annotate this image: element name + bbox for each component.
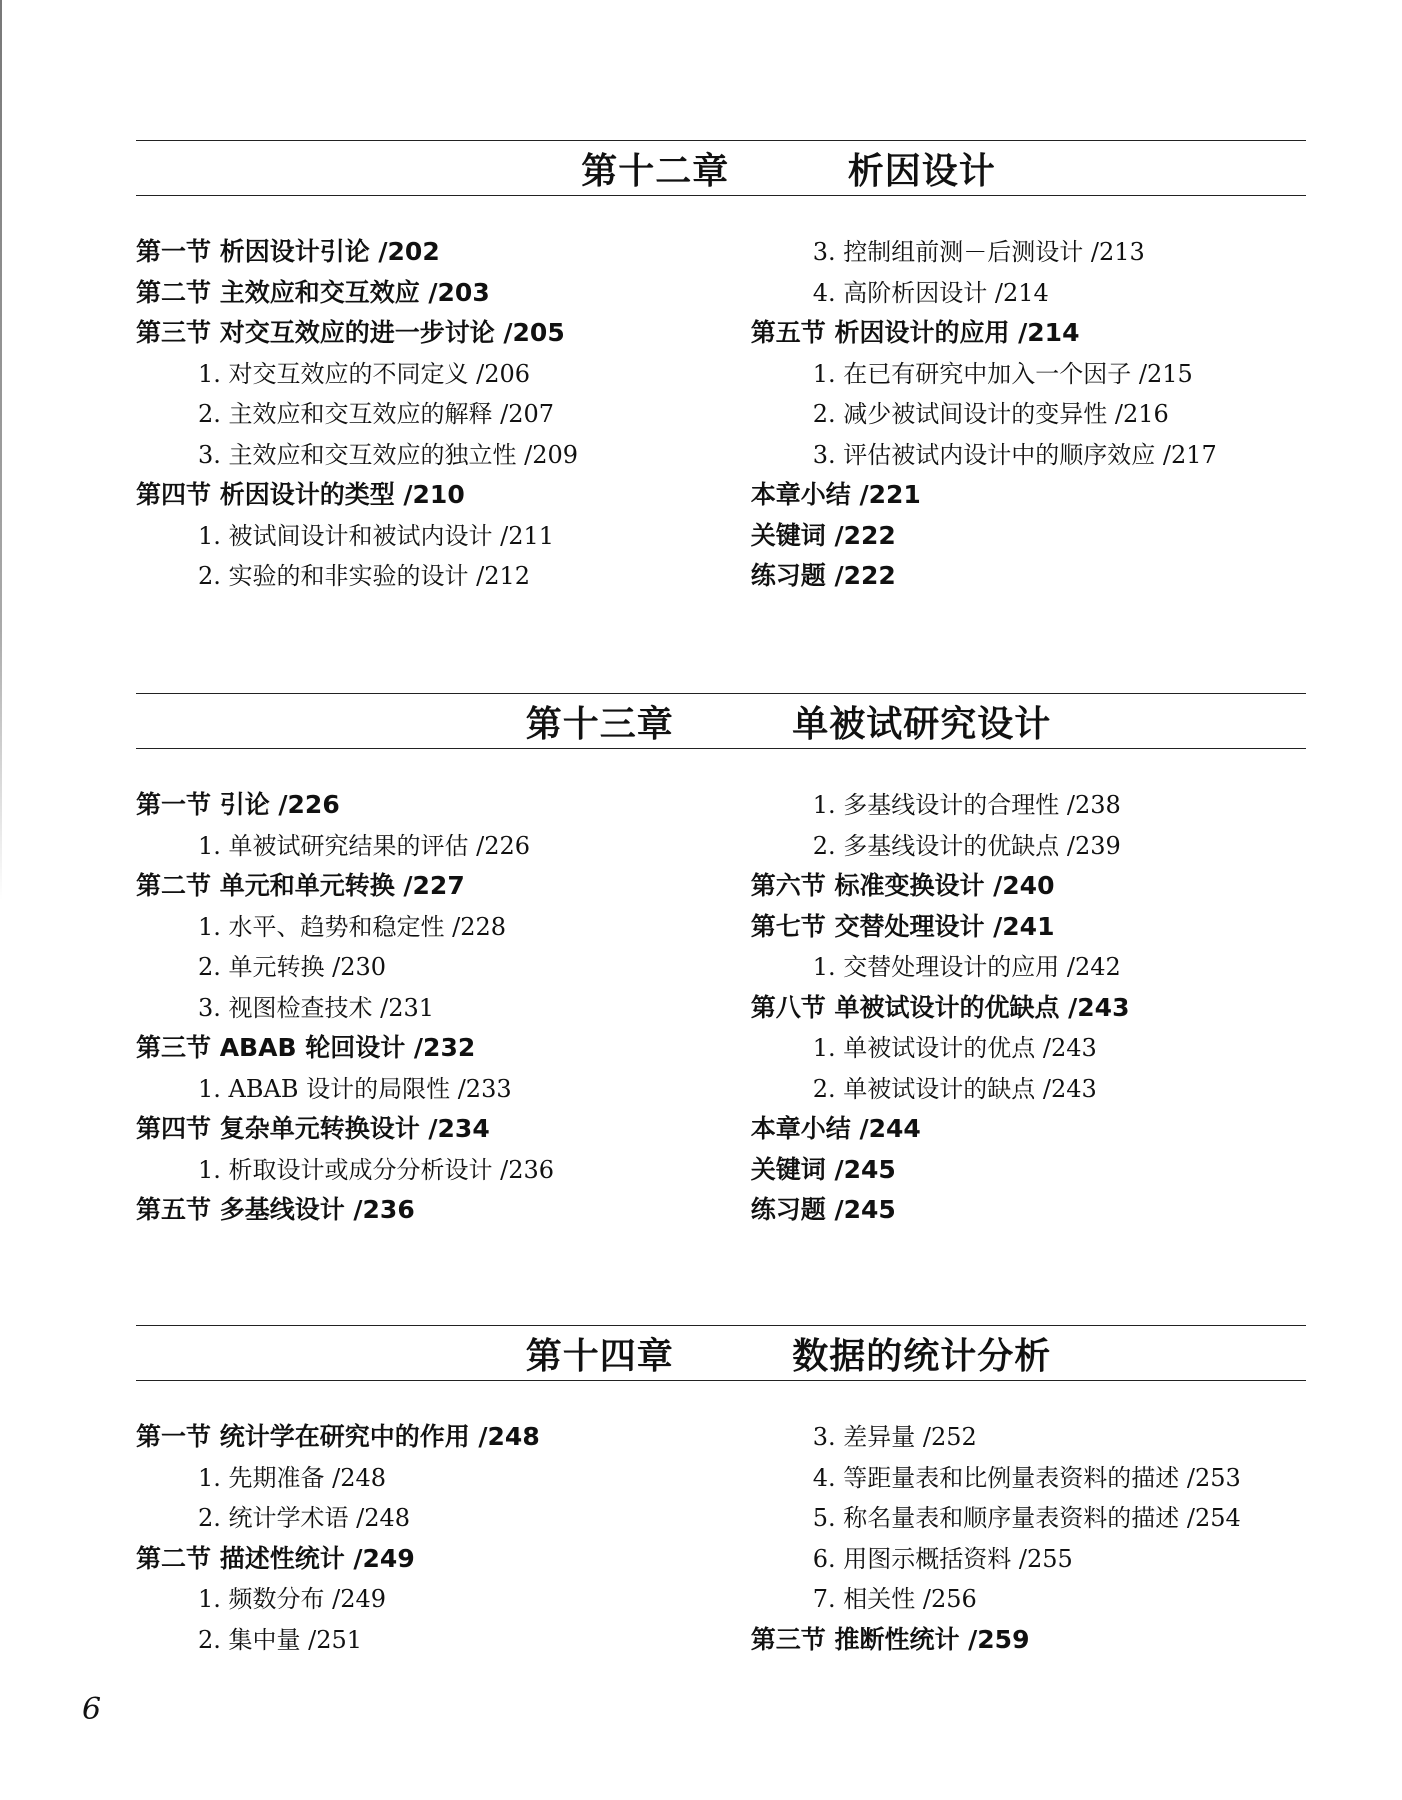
toc-columns bbox=[136, 232, 1306, 597]
toc-entry: 第六节 标准变换设计 /240 bbox=[750, 871, 1055, 900]
toc-entry: 第三节 ABAB 轮回设计 /232 bbox=[136, 1033, 476, 1062]
toc-entry: 第五节 多基线设计 /236 bbox=[136, 1195, 415, 1224]
toc-entry: 1. 单被试设计的优点 /243 bbox=[812, 1034, 1097, 1062]
toc-entry: 1. 多基线设计的合理性 /238 bbox=[812, 791, 1121, 819]
toc-columns bbox=[136, 1417, 1306, 1660]
toc-entry: 第三节 对交互效应的进一步讨论 /205 bbox=[136, 318, 565, 347]
toc-entry: 2. 主效应和交互效应的解释 /207 bbox=[198, 400, 555, 428]
toc-right-column bbox=[751, 232, 1306, 597]
toc-entry: 6. 用图示概括资料 /255 bbox=[812, 1544, 1073, 1573]
toc-entry: 1. 频数分布 /249 bbox=[198, 1585, 387, 1613]
toc-entry: 3. 控制组前测－后测设计 /213 bbox=[812, 238, 1145, 266]
toc-entry: 2. 单被试设计的缺点 /243 bbox=[812, 1074, 1097, 1103]
chapter-13 bbox=[136, 693, 1306, 1231]
toc-entry: 2. 实验的和非实验的设计 /212 bbox=[198, 562, 531, 590]
toc-entry: 1. 先期准备 /248 bbox=[198, 1463, 387, 1492]
toc-entry: 关键词 /222 bbox=[750, 520, 896, 550]
scan-left-edge bbox=[0, 0, 2, 900]
toc-entry: 本章小结 /244 bbox=[750, 1114, 921, 1143]
toc-entry: 3. 评估被试内设计中的顺序效应 /217 bbox=[812, 440, 1217, 469]
toc-entry: 第八节 单被试设计的优缺点 /243 bbox=[750, 992, 1130, 1022]
toc-entry: 1. 交替处理设计的应用 /242 bbox=[812, 953, 1121, 981]
chapter-header bbox=[136, 140, 1306, 196]
page-number: 6 bbox=[82, 1692, 102, 1727]
toc-entry: 1. 析取设计或成分分析设计 /236 bbox=[198, 1155, 555, 1184]
toc-entry: 2. 单元转换 /230 bbox=[198, 953, 387, 981]
toc-entry: 第二节 单元和单元转换 /227 bbox=[136, 871, 465, 900]
toc-entry: 7. 相关性 /256 bbox=[812, 1585, 977, 1613]
toc-entry: 1. 在已有研究中加入一个因子 /215 bbox=[812, 359, 1193, 388]
chapter-title: 第十三章 单被试研究设计 bbox=[525, 703, 1052, 745]
chapter-title: 第十四章 数据的统计分析 bbox=[525, 1335, 1052, 1377]
toc-right-column bbox=[751, 1417, 1306, 1660]
toc-right-column bbox=[751, 785, 1306, 1231]
toc-entry: 第五节 析因设计的应用 /214 bbox=[750, 318, 1080, 347]
toc-entry: 2. 多基线设计的优缺点 /239 bbox=[812, 831, 1121, 860]
toc-entry: 5. 称名量表和顺序量表资料的描述 /254 bbox=[812, 1504, 1241, 1532]
toc-entry: 第一节 引论 /226 bbox=[136, 790, 340, 819]
toc-entry: 第三节 推断性统计 /259 bbox=[750, 1624, 1030, 1654]
toc-entry: 4. 等距量表和比例量表资料的描述 /253 bbox=[812, 1463, 1241, 1492]
toc-entry: 第一节 析因设计引论 /202 bbox=[136, 237, 440, 266]
toc-entry: 1. ABAB 设计的局限性 /233 bbox=[198, 1074, 512, 1103]
toc-entry: 2. 减少被试间设计的变异性 /216 bbox=[812, 400, 1169, 428]
toc-left-column bbox=[136, 785, 751, 1231]
toc-entry: 1. 对交互效应的不同定义 /206 bbox=[198, 359, 531, 388]
toc-entry: 关键词 /245 bbox=[750, 1154, 896, 1184]
toc-entry: 第二节 描述性统计 /249 bbox=[136, 1543, 415, 1573]
toc-entry: 4. 高阶析因设计 /214 bbox=[812, 278, 1049, 307]
toc-entry: 第四节 复杂单元转换设计 /234 bbox=[136, 1114, 490, 1143]
chapter-header bbox=[136, 693, 1306, 749]
toc-entry: 本章小结 /221 bbox=[750, 480, 921, 509]
chapter-12 bbox=[136, 140, 1306, 597]
toc-entry: 第二节 主效应和交互效应 /203 bbox=[136, 277, 490, 307]
toc-entry: 练习题 /222 bbox=[750, 561, 896, 590]
chapter-title: 第十二章 析因设计 bbox=[581, 150, 996, 192]
toc-left-column bbox=[136, 232, 751, 597]
toc-entry: 2. 集中量 /251 bbox=[198, 1625, 363, 1654]
toc-entry: 练习题 /245 bbox=[750, 1195, 896, 1224]
toc-entry: 2. 统计学术语 /248 bbox=[198, 1504, 411, 1532]
toc-entry: 1. 水平、趋势和稳定性 /228 bbox=[198, 912, 507, 941]
toc-columns bbox=[136, 785, 1306, 1231]
toc-entry: 1. 被试间设计和被试内设计 /211 bbox=[198, 521, 555, 550]
toc-entry: 3. 视图检查技术 /231 bbox=[198, 993, 435, 1022]
toc-entry: 1. 单被试研究结果的评估 /226 bbox=[198, 831, 531, 860]
toc-entry: 3. 差异量 /252 bbox=[812, 1423, 977, 1451]
toc-left-column bbox=[136, 1417, 751, 1660]
toc-entry: 3. 主效应和交互效应的独立性 /209 bbox=[198, 440, 579, 469]
toc-entry: 第七节 交替处理设计 /241 bbox=[750, 911, 1055, 941]
toc-entry: 第一节 统计学在研究中的作用 /248 bbox=[136, 1422, 540, 1451]
toc-entry: 第四节 析因设计的类型 /210 bbox=[136, 480, 465, 509]
chapter-header bbox=[136, 1325, 1306, 1381]
chapter-14 bbox=[136, 1325, 1306, 1660]
